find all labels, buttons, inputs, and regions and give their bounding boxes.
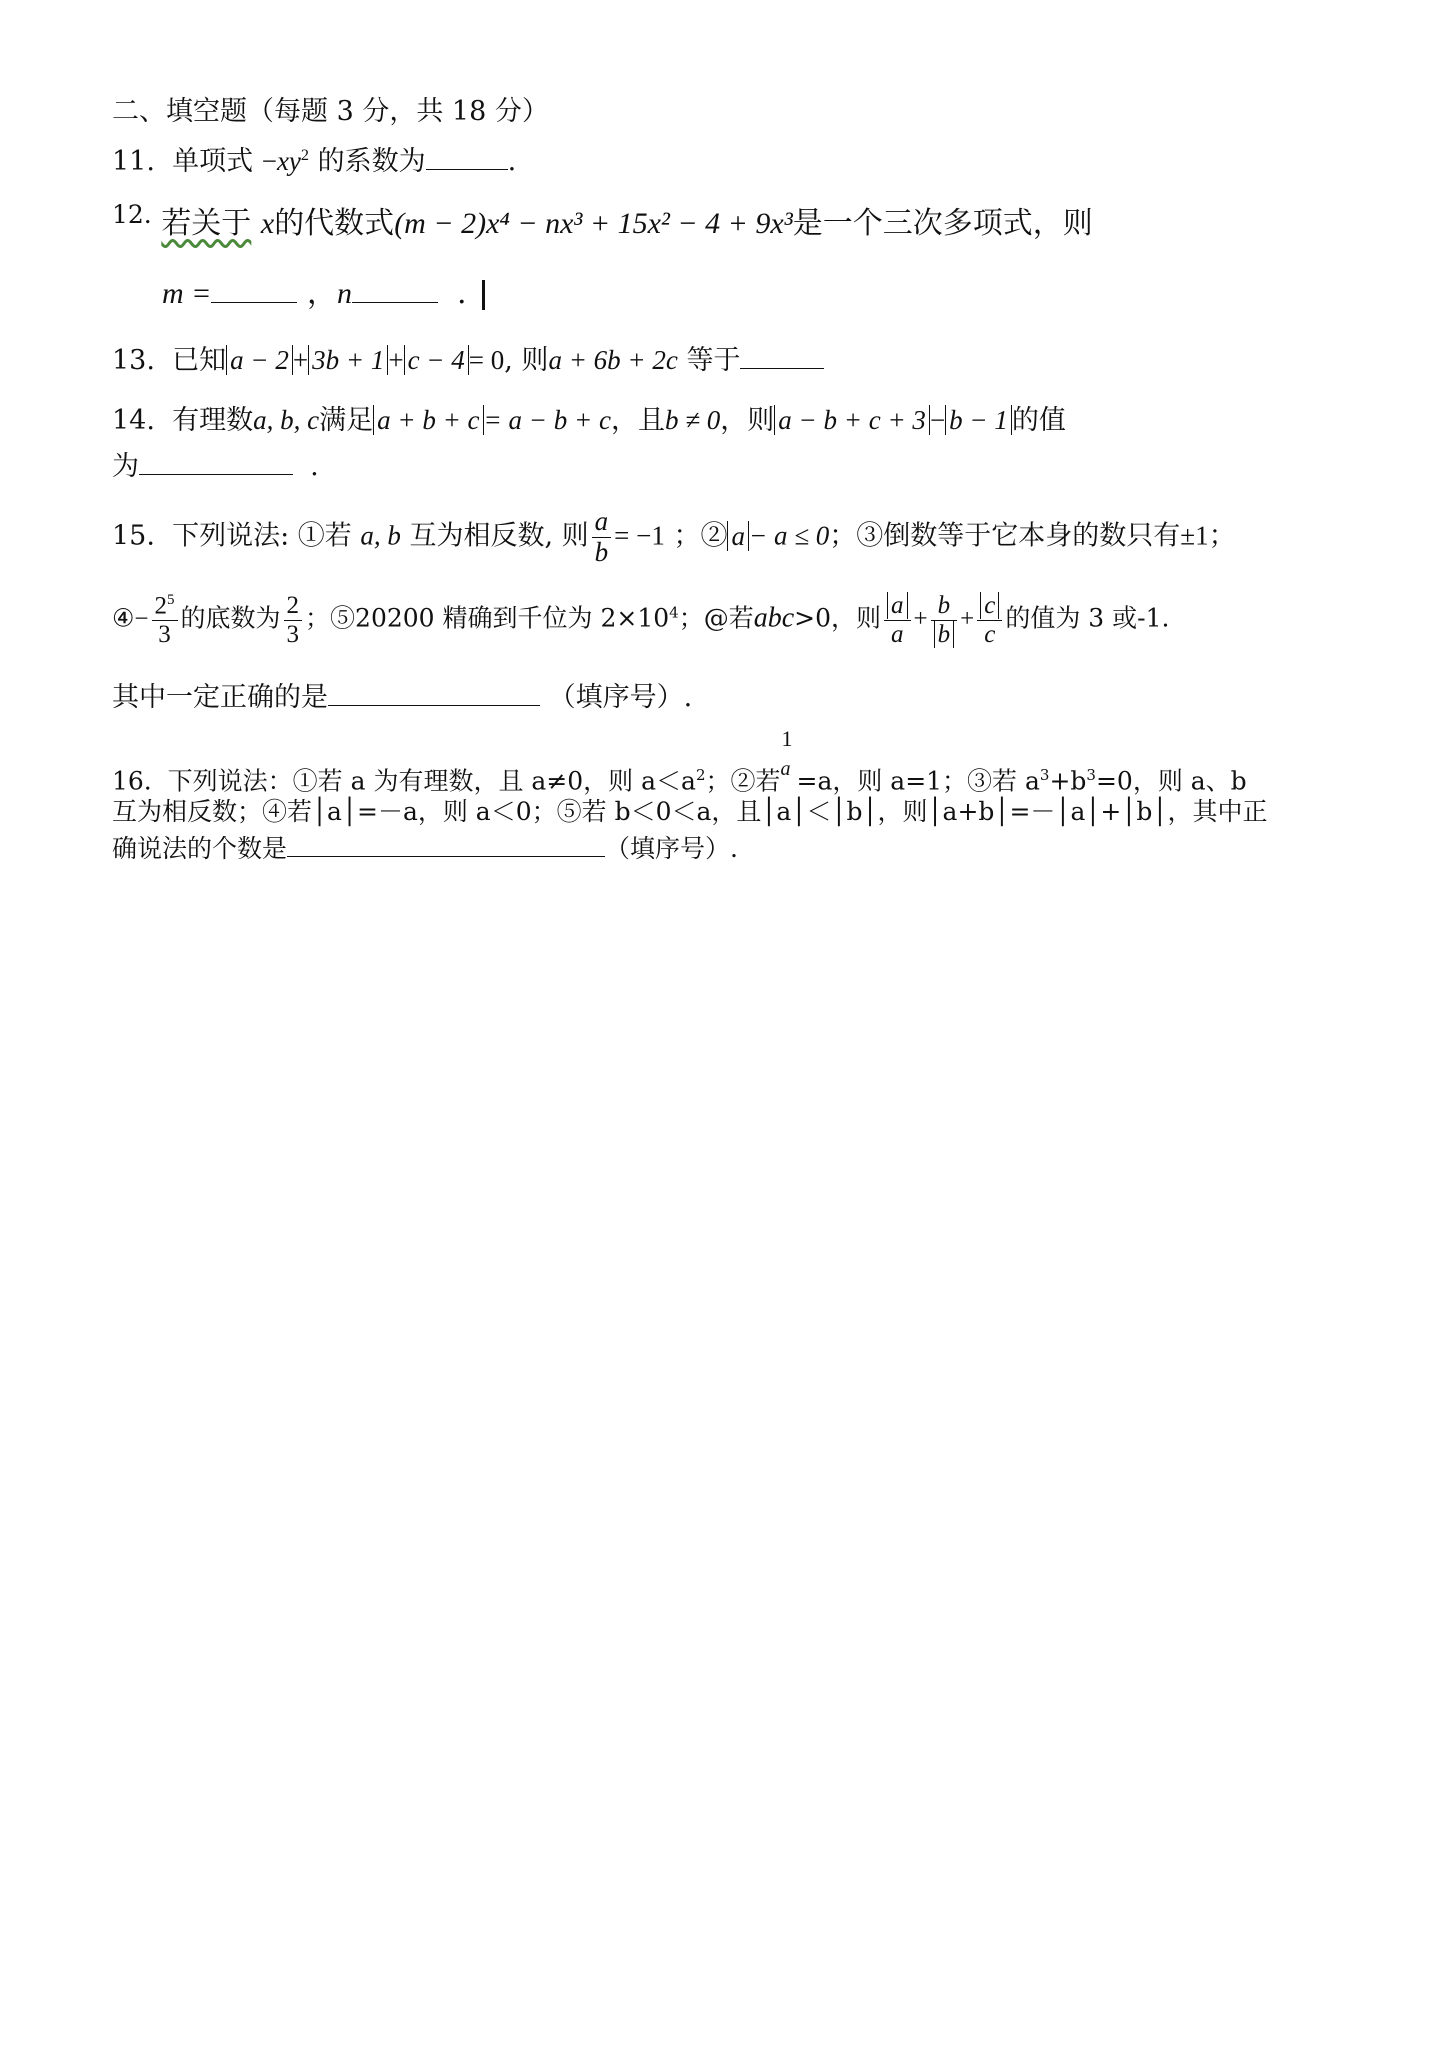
q12-var: x xyxy=(260,207,275,240)
q13-abs-1: a − 2 xyxy=(226,345,293,375)
q11-exp: 2 xyxy=(300,146,310,164)
q13-abs-3: c − 4 xyxy=(404,345,469,375)
q15-pre: 下列说法: ①若 xyxy=(172,520,352,552)
q12-m-blank[interactable] xyxy=(211,276,297,303)
q11-end: . xyxy=(507,146,517,177)
q14-mid: 满足 xyxy=(319,405,374,436)
q15-s4: ④ xyxy=(112,603,135,633)
q12-post: 是一个三次多项式，则 xyxy=(792,206,1093,241)
section-title: 二、填空题（每题 3 分，共 18 分） xyxy=(112,96,549,127)
q16-line3b: （填序号）. xyxy=(605,834,738,863)
q14-answer-blank[interactable] xyxy=(139,448,293,475)
question-11 xyxy=(112,137,516,180)
q15-f4b-num: 2 xyxy=(284,592,303,621)
question-14-line2 xyxy=(112,448,319,485)
q16-l1-exp3: 3 xyxy=(1086,766,1096,784)
question-16-line2 xyxy=(112,794,1267,830)
q16-frac-num: 1 xyxy=(781,726,793,752)
q15-s6: >0，则 xyxy=(794,603,881,633)
q13-expr: a + 6b + 2c xyxy=(548,345,678,375)
q16-line2: 互为相反数；④若│a│=－a，则 a＜0；⑤若 b＜0＜a，且│a│＜│b│，则│a+b│=－│a│+│b│，其中正 xyxy=(112,797,1268,826)
q14-cond: ，且 xyxy=(610,405,665,436)
text-cursor-mark xyxy=(482,280,485,310)
q15-abs-a: a xyxy=(727,521,749,551)
q15-ineq: − a ≤ 0 xyxy=(748,520,830,551)
q15-mid: 互为相反数, 则 xyxy=(409,520,589,552)
q15-term-2 xyxy=(931,592,958,648)
q13-number: 13. xyxy=(112,345,155,376)
q16-number: 16. xyxy=(112,766,152,796)
q15-t2-den: b xyxy=(934,621,955,648)
q16-l1b: ；②若 xyxy=(705,766,781,796)
q14-abs-1: a + b + c xyxy=(373,405,483,435)
q15-f4-den: 3 xyxy=(158,620,171,648)
q15-plus-2: + xyxy=(960,605,975,633)
q14-line2: 为 xyxy=(112,451,139,482)
q14-vars: a, b, c xyxy=(253,405,320,435)
q14-end: . xyxy=(310,451,319,482)
q15-t3-den: c xyxy=(984,620,996,648)
q14-then: ，则 xyxy=(720,405,775,436)
q12-n-blank[interactable] xyxy=(352,276,438,303)
q15-frac-num: a xyxy=(592,507,612,538)
q15-line3b: （填序号）. xyxy=(548,682,693,713)
q15-t2-num: b xyxy=(931,592,958,621)
q12-mid: 的代数式 xyxy=(274,206,395,241)
q12-end: . xyxy=(457,276,467,311)
q15-frac-2-over-3 xyxy=(284,592,303,648)
q15-frac-den: b xyxy=(594,536,609,567)
q15-f4-exp: 5 xyxy=(167,592,175,608)
question-12-line2 xyxy=(162,276,485,312)
q12-comma: ， xyxy=(306,276,337,311)
q16-l1-exp2: 3 xyxy=(1039,766,1050,784)
q15-f4-base: 2 xyxy=(154,592,168,620)
q13-abs-2: 3b + 1 xyxy=(308,345,388,375)
q11-pre: 单项式 xyxy=(172,146,254,177)
q14-abs-2: a − b + c + 3 xyxy=(774,405,930,435)
q12-number: 12. xyxy=(112,200,152,229)
q15-s4b: 的底数为 xyxy=(180,603,281,633)
q15-s5: ；⑤20200 精确到千位为 2×10 xyxy=(305,603,670,633)
q12-pre: 若关于 xyxy=(161,206,252,241)
question-15-line2 xyxy=(112,592,1169,648)
q16-frac-den: a xyxy=(780,758,791,781)
question-12 xyxy=(112,200,1093,243)
q15-s5-exp: 4 xyxy=(669,603,679,622)
q11-minus: − xyxy=(261,146,277,176)
q14-post: 的值 xyxy=(1011,405,1066,436)
q14-pre: 有理数 xyxy=(172,405,254,436)
q15-frac-2pow5-over-3 xyxy=(152,592,178,648)
q16-answer-blank[interactable] xyxy=(287,834,605,857)
q15-eq: = −1 xyxy=(614,520,665,551)
q13-plus-2: + xyxy=(388,345,404,375)
q12-expression: (m − 2)x⁴ − nx³ + 15x² − 4 + 9x³ xyxy=(394,207,793,240)
q13-eq: = 0 xyxy=(468,345,505,375)
q13-pre: 已知 xyxy=(172,345,227,376)
q16-l1c: =a，则 a=1；③若 a xyxy=(796,766,1040,796)
q15-frac-a-over-b xyxy=(592,507,612,567)
q15-s3: ；③倒数等于它本身的数只有 xyxy=(829,520,1181,552)
q15-term-3 xyxy=(977,592,1002,648)
q13-mid: , 则 xyxy=(504,345,549,376)
q15-abc: abc xyxy=(753,602,795,634)
q13-post: 等于 xyxy=(686,345,741,376)
question-13 xyxy=(112,342,824,379)
question-16 xyxy=(112,726,1247,799)
q15-vars: a, b xyxy=(360,520,401,551)
q15-sep1: ；② xyxy=(673,520,728,552)
q16-line3a: 确说法的个数是 xyxy=(112,834,288,863)
q14-abs-3: b − 1 xyxy=(945,405,1012,435)
q15-f4b-den: 3 xyxy=(286,620,300,648)
q16-l1e: =0，则 a、b xyxy=(1095,766,1247,796)
q16-l1a: 下列说法：①若 a 为有理数，且 a≠0，则 a＜a xyxy=(167,766,696,796)
q15-neg: − xyxy=(134,605,149,633)
q15-s6b: 的值为 3 或-1. xyxy=(1005,603,1170,633)
q12-n-label: n xyxy=(336,277,352,310)
question-15-line3 xyxy=(112,679,692,716)
q15-number: 15. xyxy=(112,520,155,552)
q13-plus-1: + xyxy=(292,345,309,375)
q15-t1-den: a xyxy=(891,620,904,648)
q16-frac-1-over-a xyxy=(780,726,797,789)
q16-l1-exp: 2 xyxy=(695,766,706,784)
q15-term-1 xyxy=(884,592,911,648)
q14-minus: − xyxy=(929,405,946,435)
q15-t3-num: c xyxy=(980,592,999,619)
question-16-line3 xyxy=(112,831,738,867)
q15-semi: ； xyxy=(1208,520,1236,552)
q15-s5b: ；@若 xyxy=(678,603,754,633)
q15-answer-blank[interactable] xyxy=(328,679,540,706)
q11-xy: xy xyxy=(276,146,301,176)
q14-number: 14. xyxy=(112,405,155,436)
q15-t1-num: a xyxy=(887,592,908,619)
q14-ne: b ≠ 0 xyxy=(664,405,721,435)
question-14 xyxy=(112,402,1066,439)
q15-plus-1: + xyxy=(913,605,928,633)
q11-number: 11. xyxy=(112,146,155,177)
q15-pm: ±1 xyxy=(1180,520,1209,551)
q15-line3: 其中一定正确的是 xyxy=(112,682,328,713)
q16-l1d: +b xyxy=(1049,766,1087,796)
q11-answer-blank[interactable] xyxy=(426,143,508,170)
q12-m-label: m = xyxy=(162,277,212,310)
q14-eq: = a − b + c xyxy=(483,405,611,435)
q13-answer-blank[interactable] xyxy=(740,342,824,369)
question-15 xyxy=(112,507,1236,567)
q11-post: 的系数为 xyxy=(317,146,426,177)
